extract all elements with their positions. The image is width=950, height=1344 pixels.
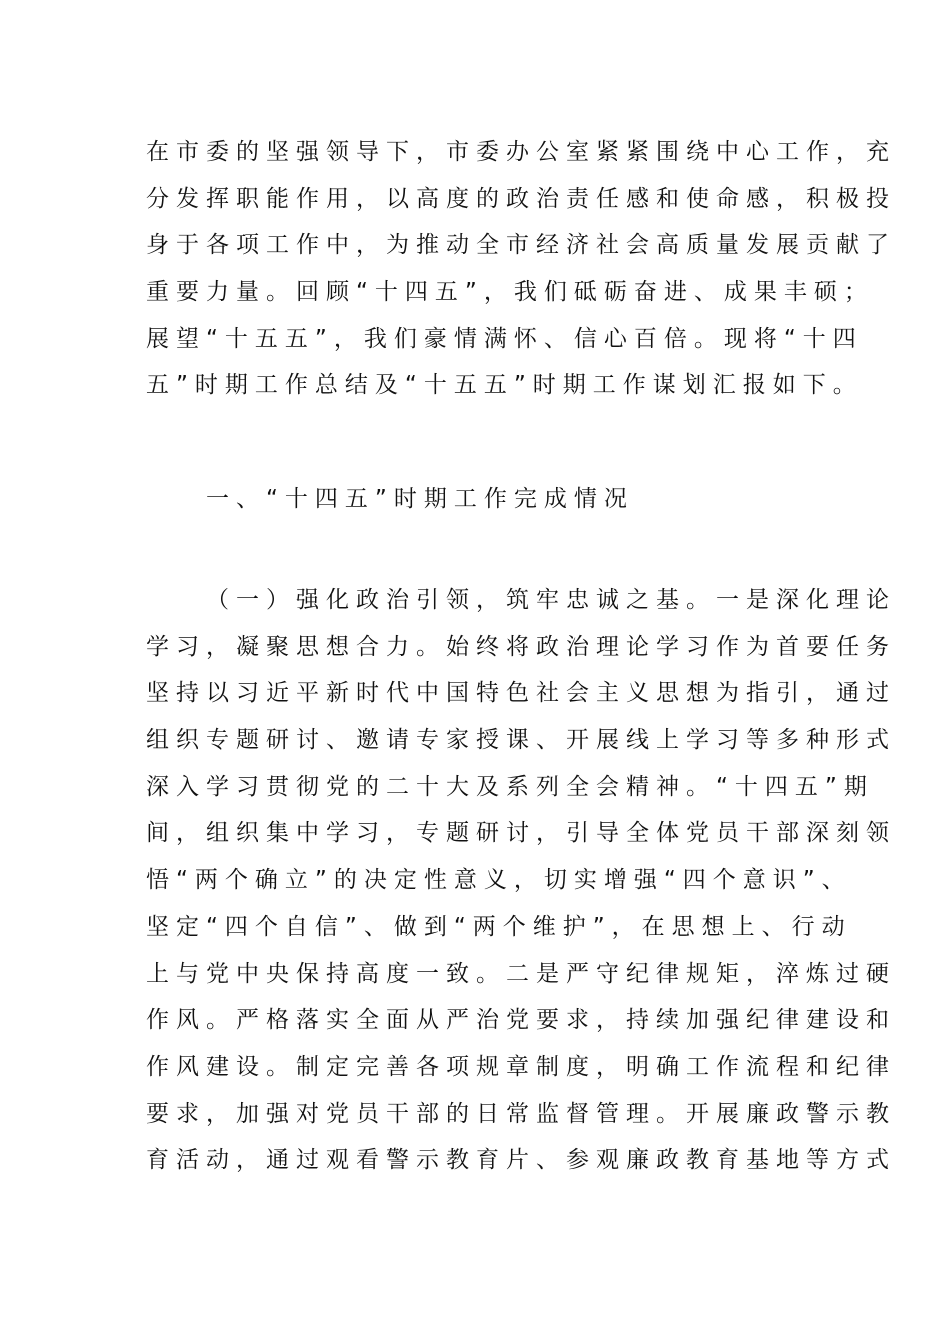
paragraph-line: 深入学习贯彻党的二十大及系列全会精神。“十四五”期 <box>146 773 874 800</box>
intro-paragraph <box>146 129 896 409</box>
paragraph-line: 悟“两个确立”的决定性意义，切实增强“四个意识”、 <box>146 867 852 894</box>
paragraph-line: 身于各项工作中，为推动全市经济社会高质量发展贡献了 <box>146 232 896 259</box>
paragraph-line: 五”时期工作总结及“十五五”时期工作谋划汇报如下。 <box>146 372 863 399</box>
paragraph-line: 坚持以习近平新时代中国特色社会主义思想为指引，通过 <box>146 680 896 707</box>
paragraph-line: 间，组织集中学习，专题研讨，引导全体党员干部深刻领 <box>146 820 896 847</box>
paragraph-line: 上与党中央保持高度一致。二是严守纪律规矩，淬炼过硬 <box>146 960 896 987</box>
paragraph-line: 分发挥职能作用，以高度的政治责任感和使命感，积极投 <box>146 185 896 212</box>
paragraph-line: 作风。严格落实全面从严治党要求，持续加强纪律建设和 <box>146 1007 896 1034</box>
subsection-heading-line: （一）强化政治引领，筑牢忠诚之基。一是深化理论 <box>206 587 896 613</box>
paragraph-line: 要求，加强对党员干部的日常监督管理。开展廉政警示教 <box>146 1100 896 1127</box>
paragraph-line: 重要力量。回顾“十四五”，我们砥砺奋进、成果丰硕； <box>146 279 874 306</box>
section-heading-block <box>146 476 808 523</box>
paragraph-line: 组织专题研讨、邀请专家授课、开展线上学习等多种形式 <box>146 727 896 754</box>
section-paragraph <box>146 577 896 1184</box>
paragraph-line: 展望“十五五”，我们豪情满怀、信心百倍。现将“十四 <box>146 325 863 352</box>
paragraph-line: 学习，凝聚思想合力。始终将政治理论学习作为首要任务 <box>146 633 896 660</box>
paragraph-line: 坚定“四个自信”、做到“两个维护”，在思想上、行动 <box>146 913 852 940</box>
paragraph-line: 育活动，通过观看警示教育片、参观廉政教育基地等方式 <box>146 1147 896 1174</box>
paragraph-line: 在市委的坚强领导下，市委办公室紧紧围绕中心工作，充 <box>146 139 896 165</box>
section-heading: 一、“十四五”时期工作完成情况 <box>206 486 634 512</box>
paragraph-line: 作风建设。制定完善各项规章制度，明确工作流程和纪律 <box>146 1053 896 1080</box>
